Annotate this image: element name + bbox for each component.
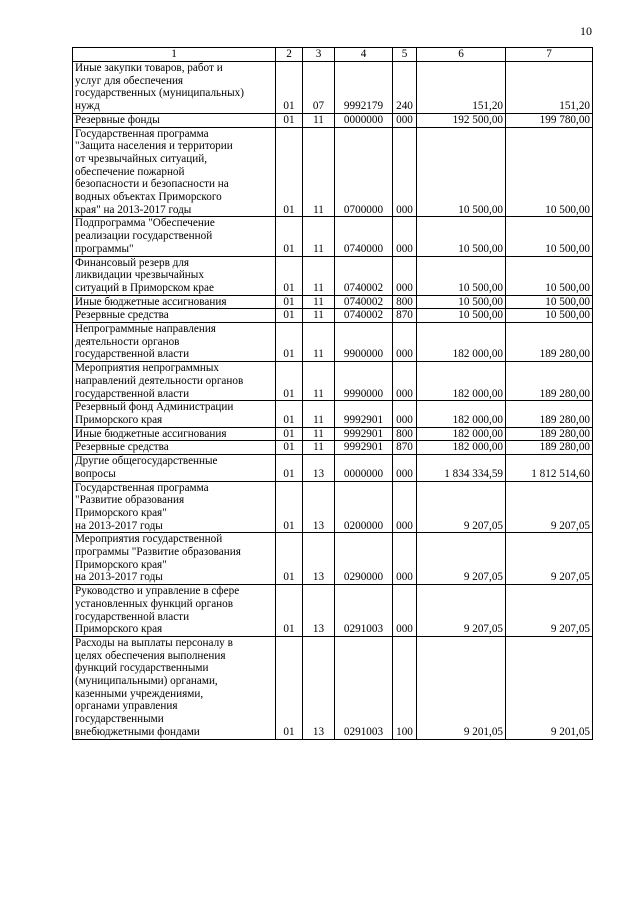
table-row: [73, 323, 593, 362]
amount-year1-cell: 182 000,00: [417, 362, 506, 401]
amount-year1-cell: 1 834 334,59: [417, 455, 506, 481]
amount-year2-cell: 10 500,00: [506, 309, 593, 323]
table-row: [73, 127, 593, 217]
amount-year1-cell: 10 500,00: [417, 127, 506, 217]
amount-year2-cell: 189 280,00: [506, 362, 593, 401]
target-article-cell: 0740002: [335, 256, 393, 295]
expense-type-cell: 870: [393, 441, 417, 455]
section-code-cell: 01: [276, 481, 303, 533]
header-cell: 1: [73, 48, 276, 62]
subsection-code-cell: 13: [303, 455, 335, 481]
table-row: [73, 427, 593, 441]
section-code-cell: 01: [276, 323, 303, 362]
section-code-cell: 01: [276, 362, 303, 401]
row-name-cell: Другие общегосударственные вопросы: [73, 455, 276, 481]
amount-year1-cell: 9 207,05: [417, 585, 506, 637]
amount-year2-cell: 189 280,00: [506, 427, 593, 441]
amount-year2-cell: 151,20: [506, 62, 593, 114]
subsection-code-cell: 11: [303, 427, 335, 441]
target-article-cell: 9992901: [335, 427, 393, 441]
table-row: [73, 256, 593, 295]
row-name-cell: Мероприятия непрограммных направлений деятельности органов государственной власти: [73, 362, 276, 401]
section-code-cell: 01: [276, 62, 303, 114]
expense-type-cell: 000: [393, 455, 417, 481]
page-number: 10: [580, 24, 592, 38]
amount-year1-cell: 182 000,00: [417, 323, 506, 362]
section-code-cell: 01: [276, 401, 303, 427]
subsection-code-cell: 11: [303, 256, 335, 295]
amount-year1-cell: 182 000,00: [417, 401, 506, 427]
section-code-cell: 01: [276, 127, 303, 217]
row-name-cell: Государственная программа "Защита населения и территории от чрезвычайных ситуаций, обеспечение пожарной безопасности и безопасности на водных объектах Приморского края" на 2013-2017 годы: [73, 127, 276, 217]
header-cell: 5: [393, 48, 417, 62]
table-header-row: [73, 48, 593, 62]
table-row: [73, 455, 593, 481]
row-name-cell: Государственная программа "Развитие образования Приморского края" на 2013-2017 годы: [73, 481, 276, 533]
subsection-code-cell: 11: [303, 323, 335, 362]
amount-year1-cell: 10 500,00: [417, 309, 506, 323]
table-row: [73, 295, 593, 309]
table-row: [73, 585, 593, 637]
table-row: [73, 113, 593, 127]
table-row: [73, 533, 593, 585]
expense-type-cell: 240: [393, 62, 417, 114]
amount-year1-cell: 9 201,05: [417, 636, 506, 739]
budget-table: [72, 47, 593, 740]
target-article-cell: 0200000: [335, 481, 393, 533]
table-row: [73, 441, 593, 455]
row-name-cell: Расходы на выплаты персоналу в целях обеспечения выполнения функций государственными (муниципальными) органами, казенными учреждениями, органами управления государственными внебюджетными фондами: [73, 636, 276, 739]
expense-type-cell: 800: [393, 427, 417, 441]
amount-year2-cell: 10 500,00: [506, 217, 593, 256]
row-name-cell: Непрограммные направления деятельности органов государственной власти: [73, 323, 276, 362]
target-article-cell: 0740002: [335, 309, 393, 323]
target-article-cell: 0000000: [335, 455, 393, 481]
section-code-cell: 01: [276, 533, 303, 585]
row-name-cell: Руководство и управление в сфере установленных функций органов государственной власти Приморского края: [73, 585, 276, 637]
table-row: [73, 636, 593, 739]
expense-type-cell: 000: [393, 113, 417, 127]
table-body: [73, 62, 593, 740]
section-code-cell: 01: [276, 441, 303, 455]
target-article-cell: 0000000: [335, 113, 393, 127]
amount-year2-cell: 10 500,00: [506, 295, 593, 309]
subsection-code-cell: 07: [303, 62, 335, 114]
amount-year2-cell: 199 780,00: [506, 113, 593, 127]
table-row: [73, 309, 593, 323]
amount-year2-cell: 9 207,05: [506, 533, 593, 585]
expense-type-cell: 000: [393, 533, 417, 585]
row-name-cell: Резервные фонды: [73, 113, 276, 127]
header-cell: 6: [417, 48, 506, 62]
subsection-code-cell: 13: [303, 585, 335, 637]
amount-year1-cell: 182 000,00: [417, 427, 506, 441]
target-article-cell: 9992179: [335, 62, 393, 114]
expense-type-cell: 000: [393, 362, 417, 401]
section-code-cell: 01: [276, 585, 303, 637]
amount-year2-cell: 10 500,00: [506, 127, 593, 217]
subsection-code-cell: 13: [303, 481, 335, 533]
subsection-code-cell: 11: [303, 113, 335, 127]
subsection-code-cell: 11: [303, 127, 335, 217]
amount-year2-cell: 189 280,00: [506, 401, 593, 427]
table-row: [73, 362, 593, 401]
table-row: [73, 62, 593, 114]
expense-type-cell: 000: [393, 323, 417, 362]
subsection-code-cell: 13: [303, 636, 335, 739]
subsection-code-cell: 11: [303, 401, 335, 427]
subsection-code-cell: 11: [303, 441, 335, 455]
section-code-cell: 01: [276, 427, 303, 441]
expense-type-cell: 000: [393, 401, 417, 427]
expense-type-cell: 000: [393, 481, 417, 533]
row-name-cell: Мероприятия государственной программы "Развитие образования Приморского края" на 2013-2017 годы: [73, 533, 276, 585]
expense-type-cell: 800: [393, 295, 417, 309]
amount-year1-cell: 9 207,05: [417, 533, 506, 585]
target-article-cell: 0700000: [335, 127, 393, 217]
expense-type-cell: 870: [393, 309, 417, 323]
target-article-cell: 0291003: [335, 636, 393, 739]
row-name-cell: Резервные средства: [73, 441, 276, 455]
section-code-cell: 01: [276, 113, 303, 127]
section-code-cell: 01: [276, 295, 303, 309]
amount-year1-cell: 182 000,00: [417, 441, 506, 455]
section-code-cell: 01: [276, 256, 303, 295]
row-name-cell: Резервный фонд Администрации Приморского края: [73, 401, 276, 427]
target-article-cell: 9992901: [335, 401, 393, 427]
amount-year2-cell: 189 280,00: [506, 323, 593, 362]
expense-type-cell: 000: [393, 585, 417, 637]
subsection-code-cell: 11: [303, 295, 335, 309]
row-name-cell: Подпрограмма "Обеспечение реализации государственной программы": [73, 217, 276, 256]
amount-year1-cell: 10 500,00: [417, 217, 506, 256]
header-cell: 3: [303, 48, 335, 62]
subsection-code-cell: 13: [303, 533, 335, 585]
row-name-cell: Иные бюджетные ассигнования: [73, 295, 276, 309]
section-code-cell: 01: [276, 217, 303, 256]
expense-type-cell: 000: [393, 256, 417, 295]
row-name-cell: Иные бюджетные ассигнования: [73, 427, 276, 441]
table-row: [73, 401, 593, 427]
section-code-cell: 01: [276, 309, 303, 323]
row-name-cell: Иные закупки товаров, работ и услуг для обеспечения государственных (муниципальных) нужд: [73, 62, 276, 114]
expense-type-cell: 000: [393, 127, 417, 217]
expense-type-cell: 000: [393, 217, 417, 256]
header-cell: 4: [335, 48, 393, 62]
amount-year1-cell: 10 500,00: [417, 256, 506, 295]
amount-year1-cell: 151,20: [417, 62, 506, 114]
header-cell: 2: [276, 48, 303, 62]
amount-year2-cell: 10 500,00: [506, 256, 593, 295]
expense-type-cell: 100: [393, 636, 417, 739]
subsection-code-cell: 11: [303, 309, 335, 323]
amount-year2-cell: 189 280,00: [506, 441, 593, 455]
target-article-cell: 0740002: [335, 295, 393, 309]
amount-year1-cell: 192 500,00: [417, 113, 506, 127]
amount-year2-cell: 9 207,05: [506, 481, 593, 533]
target-article-cell: 0291003: [335, 585, 393, 637]
amount-year2-cell: 1 812 514,60: [506, 455, 593, 481]
target-article-cell: 9992901: [335, 441, 393, 455]
target-article-cell: 0740000: [335, 217, 393, 256]
amount-year1-cell: 9 207,05: [417, 481, 506, 533]
subsection-code-cell: 11: [303, 362, 335, 401]
header-cell: 7: [506, 48, 593, 62]
row-name-cell: Финансовый резерв для ликвидации чрезвычайных ситуаций в Приморском крае: [73, 256, 276, 295]
table-row: [73, 217, 593, 256]
subsection-code-cell: 11: [303, 217, 335, 256]
section-code-cell: 01: [276, 636, 303, 739]
table-row: [73, 481, 593, 533]
section-code-cell: 01: [276, 455, 303, 481]
target-article-cell: 0290000: [335, 533, 393, 585]
target-article-cell: 9900000: [335, 323, 393, 362]
amount-year1-cell: 10 500,00: [417, 295, 506, 309]
amount-year2-cell: 9 207,05: [506, 585, 593, 637]
target-article-cell: 9990000: [335, 362, 393, 401]
amount-year2-cell: 9 201,05: [506, 636, 593, 739]
row-name-cell: Резервные средства: [73, 309, 276, 323]
